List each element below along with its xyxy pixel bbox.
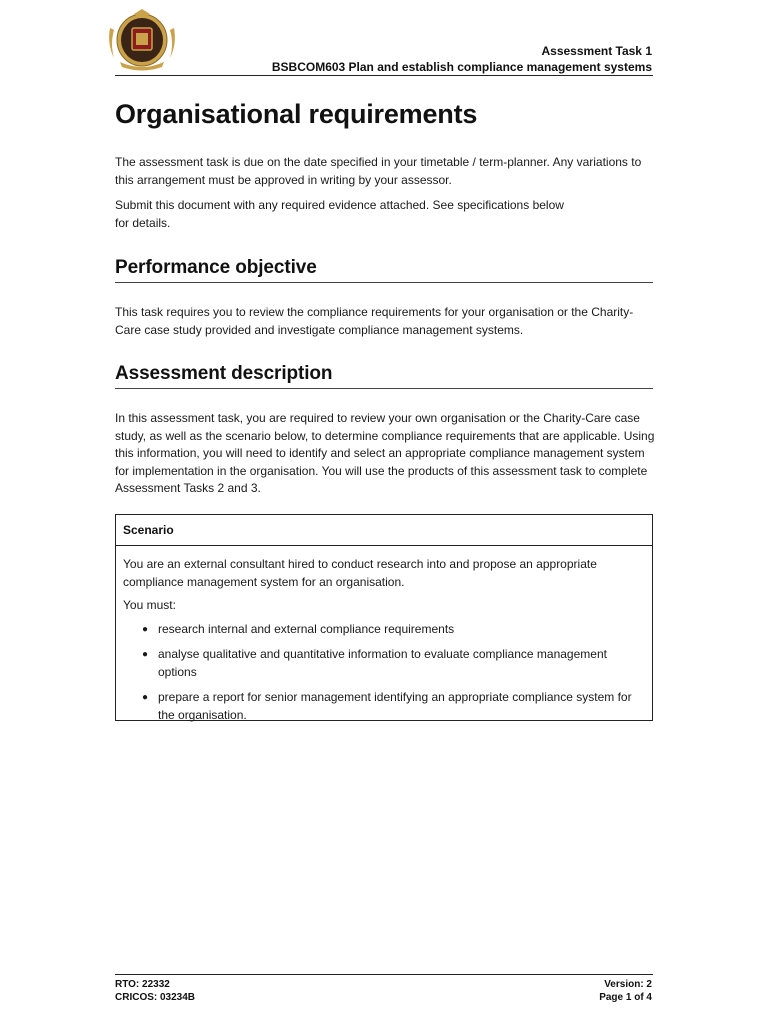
assessment-description-text: In this assessment task, you are required to review your own organisation or the Charity-Care case study, as well as the scenario below, to determine compliance requirements that are applicable. Using this information, you will need to identify and select an appropriate compliance management system for implementation in the organisation. You will use the products of this assessment task to complete Assessment Tasks 2 and 3.	[115, 411, 655, 495]
scenario-heading: Scenario	[116, 515, 652, 546]
page-number: Page 1 of 4	[599, 992, 652, 1003]
scenario-box	[115, 514, 653, 721]
scenario-bullet-list	[123, 621, 645, 725]
version-label: Version: 2	[604, 979, 652, 990]
section-divider	[115, 388, 653, 389]
header-divider	[115, 75, 653, 76]
footer-right	[599, 978, 652, 1004]
intro-paragraph: The assessment task is due on the date specified in your timetable / term-planner. Any variations to this arrangement must be approved in writing by your assessor.	[115, 155, 642, 187]
page-title: Organisational requirements	[115, 99, 478, 129]
bullet-icon: ●	[142, 692, 149, 703]
scenario-must: You must:	[123, 598, 176, 612]
submission-line-1: Submit this document with any required evidence attached. See specifications below	[115, 198, 564, 212]
assessment-task-label: Assessment Task 1	[541, 44, 652, 58]
unit-title: BSBCOM603 Plan and establish compliance management systems	[271, 60, 652, 74]
section-divider	[115, 282, 653, 283]
bullet-icon: ●	[142, 623, 149, 635]
list-item: ● prepare a report for senior management identifying an appropriate compliance system for the organisation.	[142, 690, 632, 722]
assessment-description-heading: Assessment description	[115, 363, 333, 384]
rto-number: RTO: 22332	[115, 979, 170, 990]
bullet-icon: ●	[142, 649, 149, 660]
list-item: ● analyse qualitative and quantitative information to evaluate compliance management options	[142, 647, 607, 679]
footer-left	[115, 978, 195, 1004]
page-header	[272, 43, 652, 75]
scenario-body	[116, 546, 652, 724]
performance-objective-text: This task requires you to review the compliance requirements for your organisation or the Charity-Care case study provided and investigate compliance management systems.	[115, 305, 634, 337]
footer-divider	[115, 974, 653, 975]
crest-logo-icon	[106, 8, 178, 72]
submission-paragraph	[115, 197, 655, 232]
submission-line-2: for details.	[115, 215, 171, 230]
performance-objective-heading: Performance objective	[115, 257, 317, 278]
list-item: ● research internal and external compliance requirements	[123, 621, 645, 639]
scenario-intro: You are an external consultant hired to conduct research into and propose an appropriate compliance management system for an organisation.	[123, 557, 597, 589]
cricos-number: CRICOS: 03234B	[115, 992, 196, 1003]
